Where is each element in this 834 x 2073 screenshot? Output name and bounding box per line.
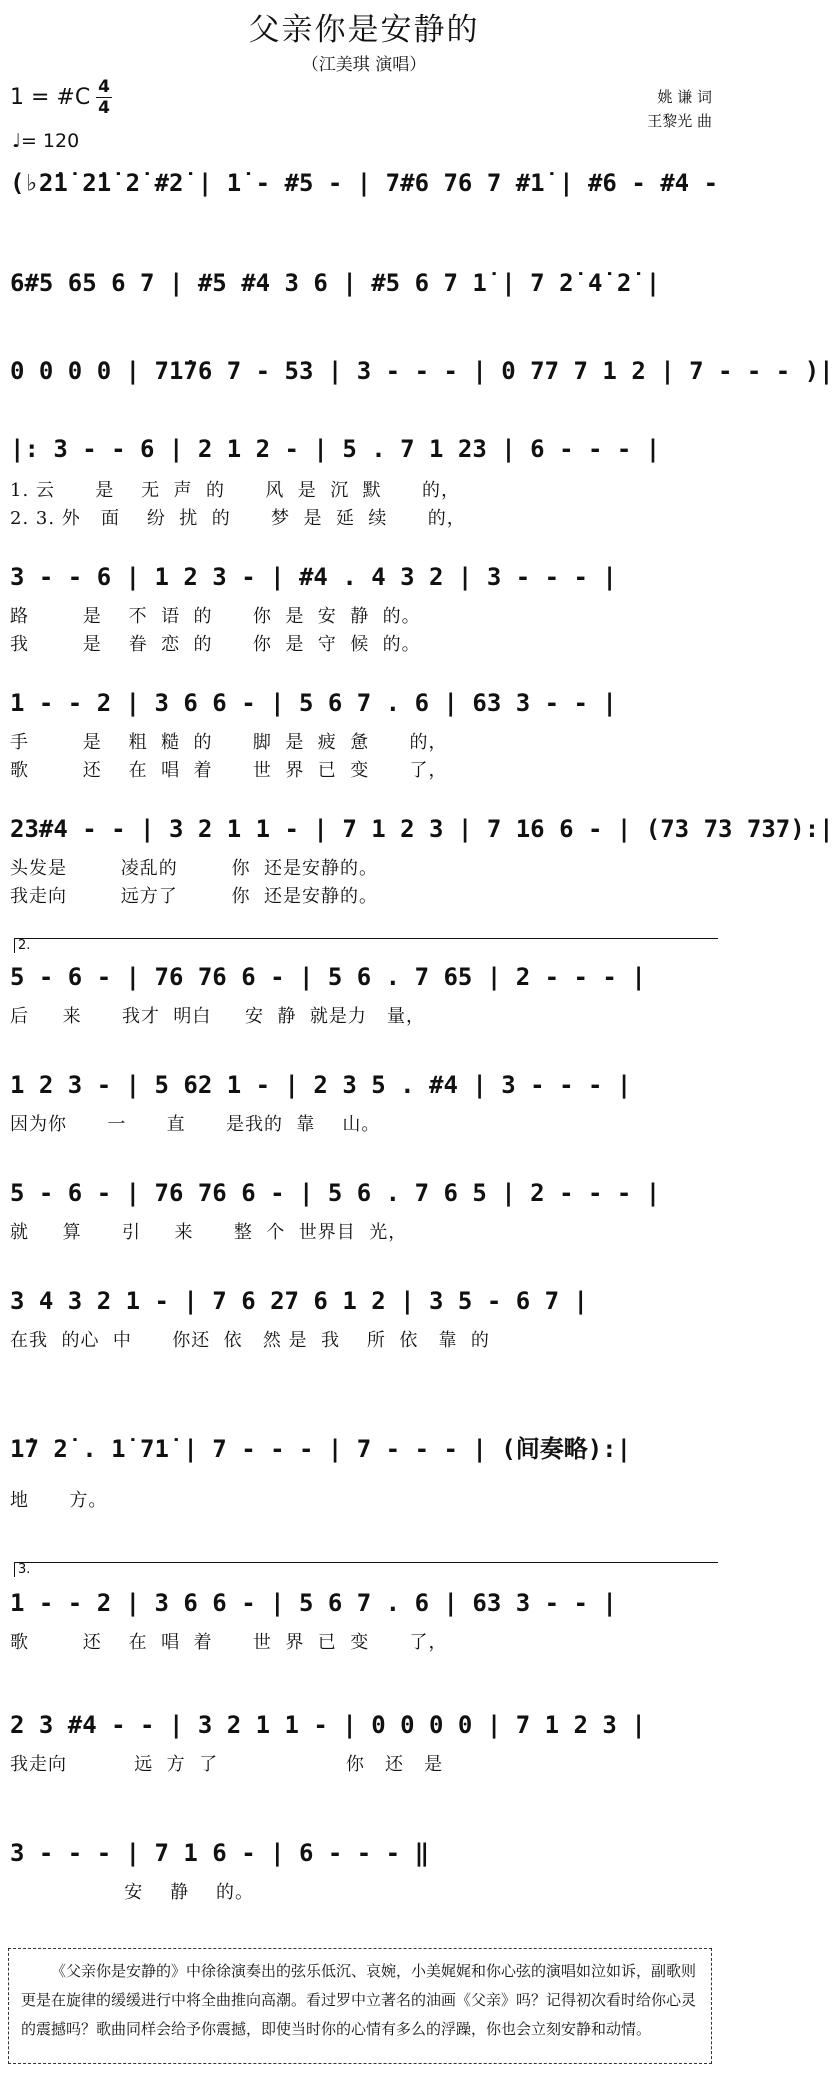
lyric-line: 路 是 不 语 的 你 是 安 静 的。 [10, 606, 421, 627]
score-row-2: 6#5 65 6 7 | #5 #4 3 6 | #5 6 7 1̇ | 7 2̇ 4̇ 2̇ | [10, 269, 661, 297]
key-signature: 1 = #C [10, 85, 91, 110]
volta-2-bracket: 2. [14, 938, 718, 953]
lyricist-credit: 姚 谦 词 [657, 88, 712, 106]
lyric-line: 后 来 我才 明白 安 静 就是力 量， [10, 1006, 426, 1027]
lyric-line: 我走向 远 方 了 你 还 是 [10, 1754, 444, 1775]
time-signature [96, 78, 112, 117]
lyric-line: 2. 3. 外 面 纷 扰 的 梦 是 延 续 的， [10, 508, 466, 529]
lyric-line: 歌 还 在 唱 着 世 界 已 变 了， [10, 760, 448, 781]
score-row-6: 1 - - 2 | 3 6 6 - | 5 6 7 . 6 | 63 3 - - | [10, 689, 617, 717]
volta-3-bracket: 3. [14, 1562, 718, 1577]
lyric-line: 歌 还 在 唱 着 世 界 已 变 了， [10, 1632, 448, 1653]
score-row-7: 23#4 - - | 3 2 1 1 - | 7 1 2 3 | 7 16 6 - | (73 73 737):| [10, 815, 834, 843]
tempo-marking: ♩= 120 [12, 130, 80, 152]
score-row-3: 0 0 0 0 | 71̇76 7 - 53 | 3 - - - | 0 77 7 1 2 | 7 - - - )| [10, 357, 834, 385]
lyric-line: 1. 云 是 无 声 的 风 是 沉 默 的， [10, 480, 460, 501]
composer-credit: 王黎光 曲 [647, 112, 712, 130]
score-row-5: 3 - - 6 | 1 2 3 - | #4 . 4 3 2 | 3 - - - | [10, 563, 617, 591]
score-row-10: 5 - 6 - | 76 76 6 - | 5 6 . 7 6 5 | 2 - - - | [10, 1179, 661, 1207]
lyric-line: 地 方。 [10, 1490, 108, 1511]
song-note-box: 《父亲你是安静的》中徐徐演奏出的弦乐低沉、哀婉，小美娓娓和你心弦的演唱如泣如诉，副歌则更是在旋律的缓缓进行中将全曲推向高潮。看过罗中立著名的油画《父亲》吗？记得初次看时给你心灵的震撼吗？歌曲同样会给予你震撼，即使当时你的心情有多么的浮躁，你也会立刻安静和动情。 [8, 1948, 712, 2064]
score-row-12: 1̇7 2̇ . 1̇ 71̇ | 7 - - - | 7 - - - | (间奏略):| [10, 1435, 632, 1463]
lyric-line: 头发是 凌乱的 你 还是安静的。 [10, 858, 378, 879]
lyric-line: 在我 的心 中 你还 依 然 是 我 所 依 靠 的 [10, 1330, 490, 1351]
lyric-line: 我 是 眷 恋 的 你 是 守 候 的。 [10, 634, 421, 655]
score-row-15: 3 - - - | 7 1 6 - | 6 - - - ‖ [10, 1839, 430, 1867]
lyric-line: 我走向 远方了 你 还是安静的。 [10, 886, 378, 907]
page-title: 父亲你是安静的 [248, 12, 480, 48]
score-row-1: (♭2̇1̇ 2̇1̇ 2̇ #2̇ | 1̇ - #5 - | 7#6 76 7 #1̇ | #6 - #4 - [10, 169, 719, 197]
time-top: 4 [98, 77, 110, 97]
score-row-13: 1 - - 2 | 3 6 6 - | 5 6 7 . 6 | 63 3 - - | [10, 1589, 617, 1617]
time-bottom: 4 [98, 98, 110, 118]
lyric-line: 手 是 粗 糙 的 脚 是 疲 惫 的， [10, 732, 448, 753]
score-row-4: |: 3 - - 6 | 2 1 2 - | 5 . 7 1 23 | 6 - - - | [10, 435, 661, 463]
lyric-line: 因为你 一 直 是我的 靠 山。 [10, 1114, 381, 1135]
score-row-11: 3 4 3 2 1 - | 7 6 27 6 1 2 | 3 5 - 6 7 | [10, 1287, 588, 1315]
lyric-line: 就 算 引 来 整 个 世界目 光， [10, 1222, 408, 1243]
score-row-9: 1 2 3 - | 5 62 1 - | 2 3 5 . #4 | 3 - - - | [10, 1071, 632, 1099]
score-row-8: 5 - 6 - | 76 76 6 - | 5 6 . 7 65 | 2 - - - | [10, 963, 646, 991]
score-row-14: 2 3 #4 - - | 3 2 1 1 - | 0 0 0 0 | 7 1 2 3 | [10, 1711, 646, 1739]
lyric-line: 安 静 的。 [10, 1882, 255, 1903]
page-subtitle: （江美琪 演唱） [301, 55, 427, 75]
